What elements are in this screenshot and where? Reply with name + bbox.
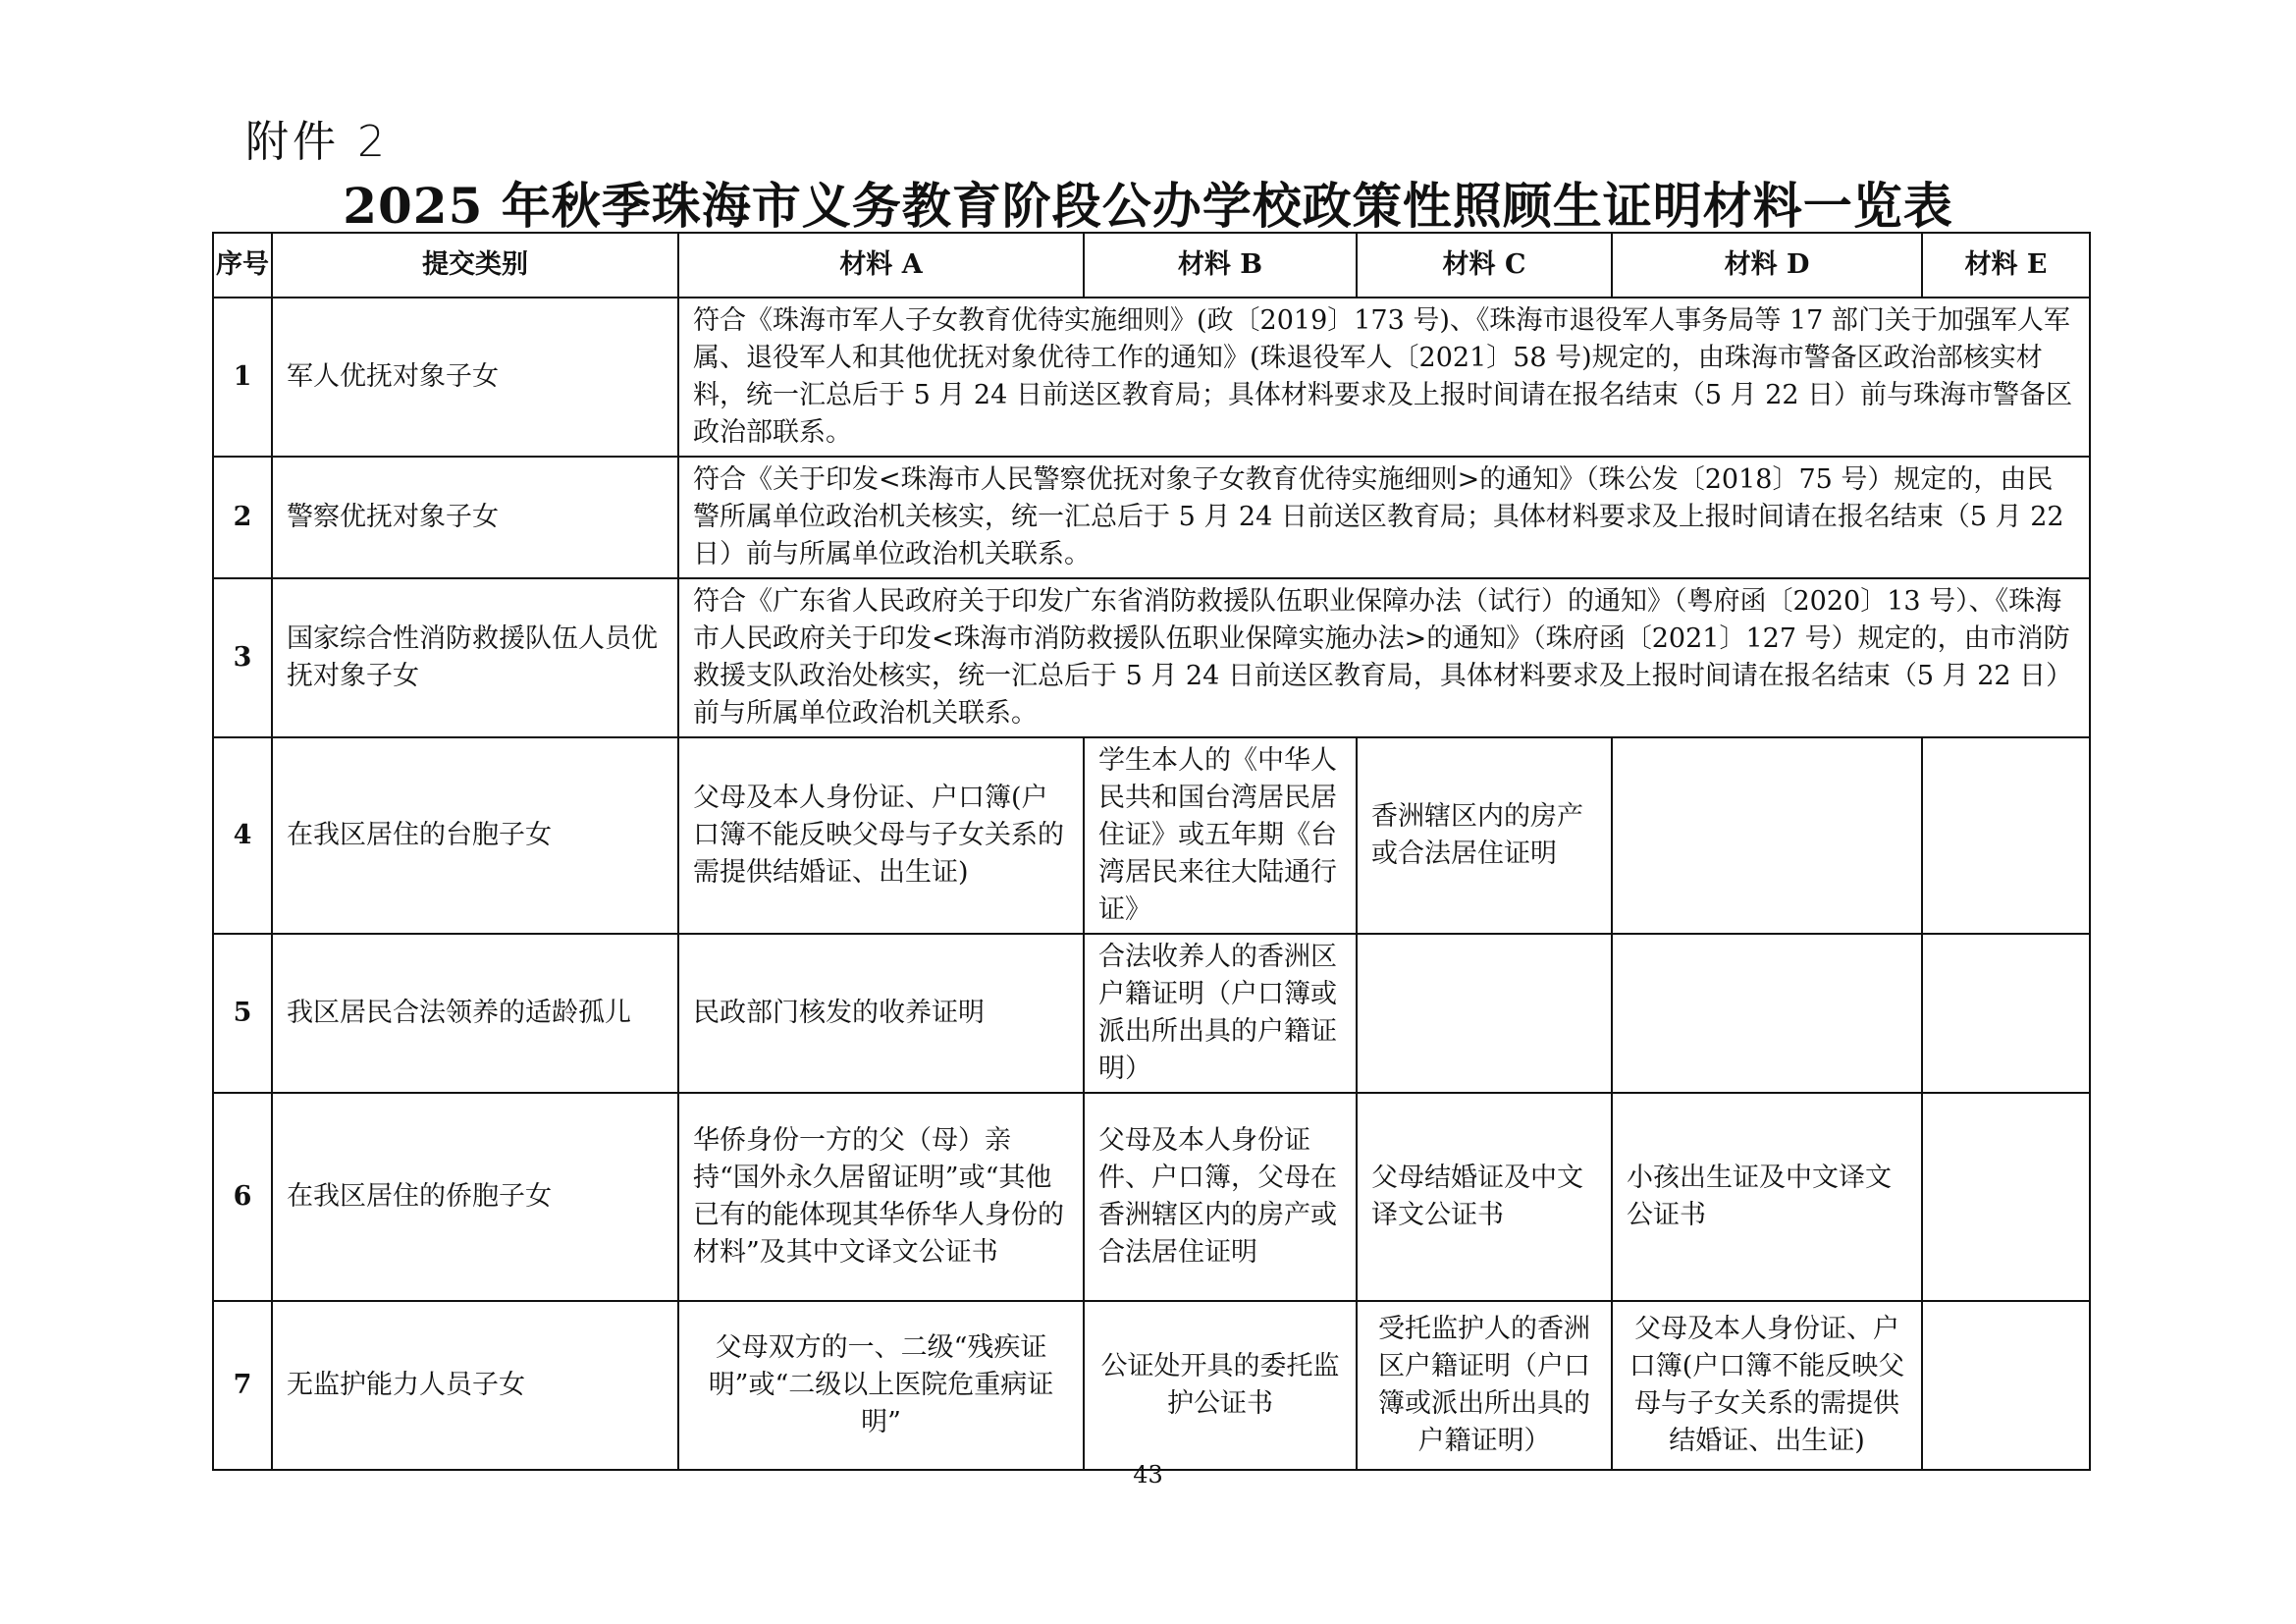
cell-material-e (1922, 1093, 2090, 1301)
cell-material-c: 受托监护人的香洲区户籍证明（户口簿或派出所出具的户籍证明） (1357, 1301, 1612, 1470)
cell-material-d: 小孩出生证及中文译文公证书 (1612, 1093, 1922, 1301)
row-category: 在我区居住的侨胞子女 (272, 1093, 678, 1301)
cell-material-b: 公证处开具的委托监护公证书 (1084, 1301, 1357, 1470)
row-category: 国家综合性消防救援队伍人员优抚对象子女 (272, 578, 678, 737)
row-merged-materials: 符合《广东省人民政府关于印发广东省消防救援队伍职业保障办法（试行）的通知》（粤府函〔2020〕13 号）、《珠海市人民政府关于印发<珠海市消防救援队伍职业保障实施办法>的通知》（珠府函〔2021〕127 号）规定的，由市消防救援支队政治处核实，统一汇总后于 5 月 24 日前送区教育局，具体材料要求及上报时间请在报名结束（5 月 22 日）前与所属单位政治机关联系。 (678, 578, 2090, 737)
cell-material-e (1922, 1301, 2090, 1470)
row-category: 无监护能力人员子女 (272, 1301, 678, 1470)
attachment-label: 附件 2 (245, 117, 389, 167)
cell-material-e (1922, 934, 2090, 1093)
row-number: 3 (213, 578, 272, 737)
row-category: 在我区居住的台胞子女 (272, 737, 678, 934)
cell-material-b: 父母及本人身份证件、户口簿，父母在香洲辖区内的房产或合法居住证明 (1084, 1093, 1357, 1301)
page-number: 43 (1133, 1461, 1163, 1489)
table-row (213, 1093, 2090, 1301)
table-row (213, 737, 2090, 934)
cell-material-a: 父母双方的一、二级“残疾证明”或“二级以上医院危重病证明” (678, 1301, 1084, 1470)
table-row (213, 298, 2090, 457)
table-row (213, 934, 2090, 1093)
cell-material-d (1612, 934, 1922, 1093)
cell-material-d (1612, 737, 1922, 934)
header-material-b: 材料 B (1084, 233, 1357, 298)
row-number: 4 (213, 737, 272, 934)
cell-material-b: 合法收养人的香洲区户籍证明（户口簿或派出所出具的户籍证明） (1084, 934, 1357, 1093)
row-number: 1 (213, 298, 272, 457)
header-seq: 序号 (213, 233, 272, 298)
header-material-c: 材料 C (1357, 233, 1612, 298)
cell-material-a: 父母及本人身份证、户口簿(户口簿不能反映父母与子女关系的需提供结婚证、出生证) (678, 737, 1084, 934)
table-header-row (213, 233, 2090, 298)
document-title: 2025 年秋季珠海市义务教育阶段公办学校政策性照顾生证明材料一览表 (343, 177, 1953, 235)
cell-material-c: 父母结婚证及中文译文公证书 (1357, 1093, 1612, 1301)
table-row (213, 578, 2090, 737)
row-number: 7 (213, 1301, 272, 1470)
row-number: 2 (213, 457, 272, 578)
cell-material-a: 民政部门核发的收养证明 (678, 934, 1084, 1093)
row-category: 警察优抚对象子女 (272, 457, 678, 578)
cell-material-a: 华侨身份一方的父（母）亲持“国外永久居留证明”或“其他已有的能体现其华侨华人身份的材料”及其中文译文公证书 (678, 1093, 1084, 1301)
materials-table (212, 232, 2091, 1471)
row-merged-materials: 符合《关于印发<珠海市人民警察优抚对象子女教育优待实施细则>的通知》（珠公发〔2018〕75 号）规定的，由民警所属单位政治机关核实，统一汇总后于 5 月 24 日前送区教育局；具体材料要求及上报时间请在报名结束（5 月 22 日）前与所属单位政治机关联系。 (678, 457, 2090, 578)
row-number: 5 (213, 934, 272, 1093)
cell-material-c (1357, 934, 1612, 1093)
cell-material-c: 香洲辖区内的房产或合法居住证明 (1357, 737, 1612, 934)
cell-material-b: 学生本人的《中华人民共和国台湾居民居住证》或五年期《台湾居民来往大陆通行证》 (1084, 737, 1357, 934)
row-merged-materials: 符合《珠海市军人子女教育优待实施细则》(政〔2019〕173 号)、《珠海市退役军人事务局等 17 部门关于加强军人军属、退役军人和其他优抚对象优待工作的通知》(珠退役军人〔2021〕58 号)规定的，由珠海市警备区政治部核实材料，统一汇总后于 5 月 24 日前送区教育局；具体材料要求及上报时间请在报名结束（5 月 22 日）前与珠海市警备区政治部联系。 (678, 298, 2090, 457)
header-material-a: 材料 A (678, 233, 1084, 298)
row-category: 我区居民合法领养的适龄孤儿 (272, 934, 678, 1093)
header-material-d: 材料 D (1612, 233, 1922, 298)
row-category: 军人优抚对象子女 (272, 298, 678, 457)
header-material-e: 材料 E (1922, 233, 2090, 298)
cell-material-d: 父母及本人身份证、户口簿(户口簿不能反映父母与子女关系的需提供结婚证、出生证) (1612, 1301, 1922, 1470)
cell-material-e (1922, 737, 2090, 934)
table-row (213, 457, 2090, 578)
table-row (213, 1301, 2090, 1470)
row-number: 6 (213, 1093, 272, 1301)
header-category: 提交类别 (272, 233, 678, 298)
